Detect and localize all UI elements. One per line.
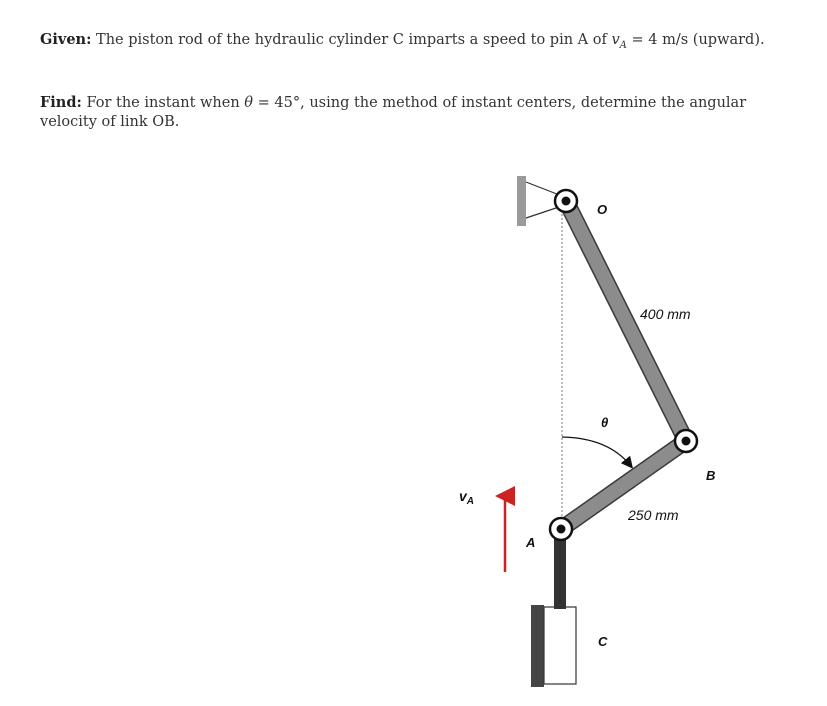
label-vA-main: v: [459, 488, 467, 504]
given-label: Given:: [40, 31, 92, 48]
pin-O: [555, 190, 577, 212]
given-text-part-2: = 4 m/s (upward).: [626, 32, 765, 48]
find-text-part-2: = 45°, using the method of instant centers, determine the angular velocity of link OB.: [40, 95, 747, 130]
label-B: B: [706, 468, 716, 483]
find-label: Find:: [40, 94, 82, 111]
given-text-part-1: The piston rod of the hydraulic cylinder C imparts a speed to pin A of: [91, 32, 612, 48]
find-angle-symbol: θ: [244, 95, 254, 111]
label-vA: [459, 488, 474, 507]
theta-arc: [562, 437, 630, 465]
given-velocity-symbol: v: [611, 32, 620, 48]
label-C: C: [598, 634, 608, 649]
hydraulic-cylinder: [531, 604, 576, 687]
label-theta: θ: [601, 415, 609, 430]
dimension-AB: 250 mm: [628, 507, 679, 523]
pin-A: [550, 518, 572, 540]
find-text-part-1: For the instant when: [81, 95, 245, 111]
given-velocity-subscript: A: [619, 39, 627, 51]
pin-B: [675, 430, 697, 452]
piston-rod: [554, 530, 566, 610]
label-O: O: [597, 202, 608, 217]
label-A: A: [526, 535, 536, 550]
label-vA-subscript: A: [466, 496, 475, 507]
dimension-OB: 400 mm: [640, 306, 691, 322]
